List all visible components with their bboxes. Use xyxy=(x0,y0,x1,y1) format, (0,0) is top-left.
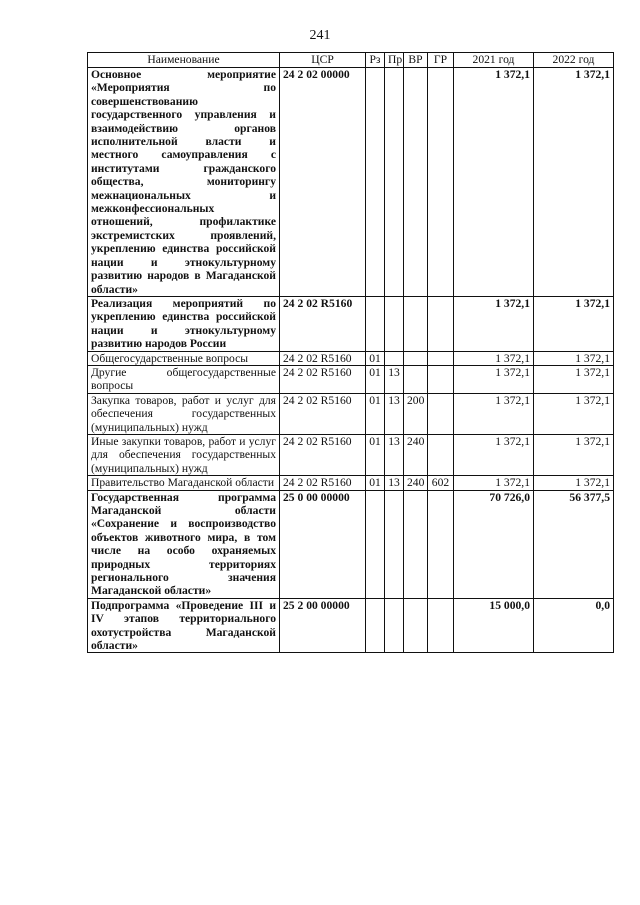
row-pr: 13 xyxy=(385,476,404,490)
row-rz: 01 xyxy=(366,365,385,393)
row-2021: 1 372,1 xyxy=(454,393,534,434)
row-gr xyxy=(428,434,454,475)
table-row xyxy=(88,598,614,653)
row-rz: 01 xyxy=(366,393,385,434)
page-number: 241 xyxy=(309,28,331,43)
row-vr xyxy=(404,351,428,365)
row-name: Иные закупки товаров, работ и услуг для обеспечения государственных (муниципальных) нужд xyxy=(88,434,280,475)
header-csr: ЦСР xyxy=(280,53,366,68)
row-gr xyxy=(428,296,454,351)
row-rz: 01 xyxy=(366,351,385,365)
row-vr: 240 xyxy=(404,434,428,475)
row-pr xyxy=(385,490,404,598)
row-2022: 56 377,5 xyxy=(534,490,614,598)
row-name: Другие общегосударственные вопросы xyxy=(88,365,280,393)
row-2021: 15 000,0 xyxy=(454,598,534,653)
table-row xyxy=(88,434,614,475)
row-vr xyxy=(404,490,428,598)
table-row xyxy=(88,68,614,297)
table-row xyxy=(88,476,614,490)
table-row xyxy=(88,296,614,351)
header-2022: 2022 год xyxy=(534,53,614,68)
row-vr: 200 xyxy=(404,393,428,434)
row-csr: 24 2 02 R5160 xyxy=(280,393,366,434)
row-csr: 24 2 02 R5160 xyxy=(280,434,366,475)
row-pr xyxy=(385,598,404,653)
row-pr: 13 xyxy=(385,365,404,393)
row-pr: 13 xyxy=(385,434,404,475)
row-2021: 1 372,1 xyxy=(454,476,534,490)
row-pr: 13 xyxy=(385,393,404,434)
table-row xyxy=(88,365,614,393)
row-csr: 25 0 00 00000 xyxy=(280,490,366,598)
row-vr xyxy=(404,296,428,351)
header-vr: ВР xyxy=(404,53,428,68)
header-2021: 2021 год xyxy=(454,53,534,68)
row-rz: 01 xyxy=(366,476,385,490)
budget-table xyxy=(87,52,614,653)
row-rz xyxy=(366,490,385,598)
row-pr xyxy=(385,296,404,351)
row-vr xyxy=(404,598,428,653)
row-csr: 24 2 02 R5160 xyxy=(280,476,366,490)
row-2021: 1 372,1 xyxy=(454,68,534,297)
row-rz xyxy=(366,68,385,297)
row-pr xyxy=(385,351,404,365)
row-2022: 1 372,1 xyxy=(534,68,614,297)
row-csr: 24 2 02 00000 xyxy=(280,68,366,297)
row-gr xyxy=(428,365,454,393)
row-gr xyxy=(428,598,454,653)
row-csr: 24 2 02 R5160 xyxy=(280,351,366,365)
row-name: Закупка товаров, работ и услуг для обеспечения государственных (муниципальных) нужд xyxy=(88,393,280,434)
row-csr: 25 2 00 00000 xyxy=(280,598,366,653)
row-name: Подпрограмма «Проведение III и IV этапов территориального охотустройства Магаданской области» xyxy=(88,598,280,653)
header-pr: Пр xyxy=(385,53,404,68)
row-name: Государственная программа Магаданской области «Сохранение и воспроизводство объектов животного мира, в том числе на особо охраняемых природных территориях регионального значения Магаданской области» xyxy=(88,490,280,598)
row-name: Правительство Магаданской области xyxy=(88,476,280,490)
table-row xyxy=(88,351,614,365)
row-pr xyxy=(385,68,404,297)
row-vr xyxy=(404,365,428,393)
row-2022: 0,0 xyxy=(534,598,614,653)
row-rz xyxy=(366,598,385,653)
table-header-row xyxy=(88,53,614,68)
row-gr xyxy=(428,68,454,297)
row-name: Реализация мероприятий по укреплению единства российской нации и этнокультурному развитию народов России xyxy=(88,296,280,351)
row-gr xyxy=(428,351,454,365)
row-2022: 1 372,1 xyxy=(534,296,614,351)
row-csr: 24 2 02 R5160 xyxy=(280,296,366,351)
row-2022: 1 372,1 xyxy=(534,393,614,434)
row-2022: 1 372,1 xyxy=(534,434,614,475)
table-row xyxy=(88,490,614,598)
row-2021: 1 372,1 xyxy=(454,351,534,365)
header-rz: Рз xyxy=(366,53,385,68)
row-name: Основное мероприятие «Мероприятия по совершенствованию государственного управления и взаимодействию органов исполнительной власти и местного самоуправления с институтами гражданского общества, мониторингу межнациональных и межконфессиональных отношений, профилактике экстремистских проявлений, укреплению единства российской нации и этнокультурному развитию народов в Магаданской области» xyxy=(88,68,280,297)
row-rz: 01 xyxy=(366,434,385,475)
row-rz xyxy=(366,296,385,351)
row-2022: 1 372,1 xyxy=(534,351,614,365)
row-2021: 1 372,1 xyxy=(454,365,534,393)
row-2021: 1 372,1 xyxy=(454,434,534,475)
row-name: Общегосударственные вопросы xyxy=(88,351,280,365)
table-row xyxy=(88,393,614,434)
row-vr xyxy=(404,68,428,297)
row-2022: 1 372,1 xyxy=(534,476,614,490)
row-2021: 70 726,0 xyxy=(454,490,534,598)
row-csr: 24 2 02 R5160 xyxy=(280,365,366,393)
row-gr: 602 xyxy=(428,476,454,490)
row-gr xyxy=(428,393,454,434)
row-gr xyxy=(428,490,454,598)
row-2021: 1 372,1 xyxy=(454,296,534,351)
row-2022: 1 372,1 xyxy=(534,365,614,393)
header-name: Наименование xyxy=(88,53,280,68)
header-gr: ГР xyxy=(428,53,454,68)
row-vr: 240 xyxy=(404,476,428,490)
